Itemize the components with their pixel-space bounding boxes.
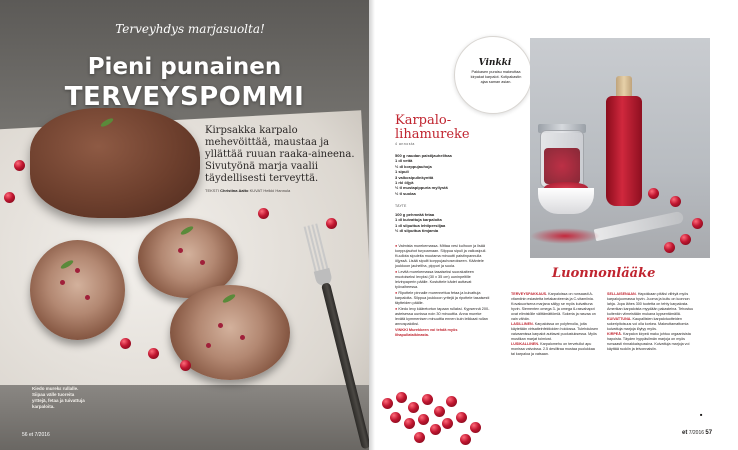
cranberry <box>670 196 681 207</box>
ingredient: ½ tl mustapippuria myllystä <box>395 185 448 191</box>
cranberry-products-photo <box>530 38 710 258</box>
recipe-servings: 4 annosta <box>395 142 415 146</box>
ingredient: 1 dl silputtua lehtipersiljaa <box>395 222 446 228</box>
cranberry <box>692 218 703 229</box>
ingredient-list <box>395 153 487 196</box>
cranberry-pile <box>372 378 492 450</box>
ingredient: 1 rkl öljyä <box>395 180 414 186</box>
sidebar-paragraph: KIRPEÄ. Karpalon kirpeä maku johtuu orgaanisista hapoista. Täyden hyppäsilmän marjoja on myös runsaasti rinnakkaispussina. Kuivattuja marjoja voi käyttää ruokiin ja leivonnaisiin. <box>607 332 691 351</box>
powder-dish <box>538 188 594 214</box>
cranberry <box>148 348 159 359</box>
juice-bottle <box>606 96 642 206</box>
sidebar-paragraph: SELLAISENAAN. Hapokkaan pitäisi viihtyä myös karpalojuomassa hyvin. Juoma ja kuitu on luonnon lahja. Jopa lähes 300 tuotetta on tehty karpalosta. Amerikan karpaloista myydään pakasteina. Tehostuu kuitenkin viimeistään mukana kypsentämällä. <box>607 292 694 316</box>
lead-paragraph: Kirpsakka karpalo mehevöittää, maustaa ja yllättää ruuan raaka-aineena. Sivutyönä marja vaalii täydellisesti terveyttä. <box>205 125 355 184</box>
headline-line1: Pieni punainen <box>87 54 282 80</box>
sidebar-paragraph: TERVEYSPAKKAUS. Karpaloissa on runsaasti A-vitamiinin esiastetta betakaroteenia ja C-vitamiinia. Kovakuorisena marjana säilyy se myös kuivattuna hyvin. Siementen omega 3- ja omega 6-rasvahapot ovat elimistölle välttämättömiä. Sokeria ja rasvaa on vain vähän. <box>511 292 596 321</box>
cranberry <box>258 208 269 219</box>
filling-label: TÄYTE <box>395 204 407 208</box>
ingredient: ½ dl korppujauhoja <box>395 163 432 169</box>
cranberry <box>14 160 25 171</box>
headline-line2: TERVEYSPOMMI <box>64 82 305 112</box>
photo-caption: Kiedo murekε rullalle. Siipaa välle tuoreita yrttejä, fetaa ja tuivattuja karpaloita. <box>32 386 85 409</box>
ingredient: 1 dl kuivattuja karpaloita <box>395 217 442 223</box>
recipe-step: ● Valmista murekemassa. Mittaa vesi kulhoon ja lisää korppujauhot turpoamaan. Silppua sipuli ja valkosipuli. Kuullota sipuleita muutama minuutti paistinpannulla öljyssä. Lisää sipulit korppujauhoseokseen. Kääntele joukkoon jauheliha, pippuri ja suola. <box>395 244 487 268</box>
cranberry <box>180 360 191 371</box>
tip-title: Vinkki <box>478 58 512 68</box>
meatloaf-roll <box>30 108 200 218</box>
ingredient: 100 g pehmeää fetaa <box>395 212 435 217</box>
ingredient: ½ dl silputtua timjamia <box>395 228 439 234</box>
recipe-step: ● Ripottele pinnalle murennettua fetaa ja kuivattuja karpaloita. Silppua joukkoon yrttejä ja ripottele tasaisesti täytteiden päälle. <box>395 291 490 305</box>
powder-spill <box>530 228 600 244</box>
ingredient: 1 dl vettä <box>395 158 413 164</box>
filling-list <box>395 212 487 234</box>
recipe-step: ● Kiedo levy kääretortun tapaan rullaksi. Kypsennä 200-asteisessa uunissa noin 30 minuuttia. Anna mureke levätä kymmenisen minuuttia ennen kuin leikkaat rullan annospaloiksi. <box>395 307 490 326</box>
sidebar-title: Luonnonlääke <box>552 266 656 281</box>
cranberry <box>648 188 659 199</box>
ingredient: 1 sipuli <box>395 169 409 175</box>
spoon <box>594 211 685 241</box>
recipe-step: ● Levitä murekemassa tasaiseksi suorakaiteen muotoiseksi levyksi (30 x 35 cm) uuninpeltille leivinpaperin päälle. Kostuttele kädet auttavat työvaiheessa. <box>395 270 474 289</box>
recipe-step: VINKKI Murekkeen voi tehdä myös lihapullataikinasta. <box>395 328 458 337</box>
recipe-title: Karpalo-lihamureke <box>395 113 470 142</box>
sidebar-paragraph: LASILLINEN. Karpaloissa on polyfenolia, joita käytetään virtsatieinfektioiden hoidossa. Tulehduksen vaivaamissa karpalot auttavat puolustuksessa. Myös mustikan marjat toimivat. <box>511 322 599 341</box>
cranberry <box>664 242 675 253</box>
article-kicker: Terveyhdys marjasuolta! <box>115 22 265 36</box>
sidebar-column-2 <box>607 292 695 352</box>
end-mark: ■ <box>700 412 703 417</box>
sidebar-paragraph: KUIVATTUNA. Kaupallisten karpalotuotteiden sokeripitoisuus voi olla korkea. Makeuttamattomia kuivattuja marjoja löytyy myös. <box>607 317 689 331</box>
ingredient: ½ tl suolaa <box>395 190 416 196</box>
cranberry <box>120 338 131 349</box>
meatloaf-slice <box>30 240 125 340</box>
page-folio-left: 56 et 7/2016 <box>22 432 50 438</box>
ingredient: 500 g naudan paistijauhelihaa <box>395 153 452 158</box>
cranberry <box>680 234 691 245</box>
sidebar-column-1 <box>511 292 599 357</box>
jar-berries <box>544 148 580 184</box>
ingredient: 3 valkosipulinkynttä <box>395 174 434 180</box>
byline: TEKSTI Christina Aalto KUVAT Heikki Hannula <box>205 188 291 193</box>
tip-text: Pakkasen puraisu makeuttaa kirpakat karpalot. Kotipakastin ajaa saman asian. <box>470 70 522 84</box>
page-folio-right: et 7/2016 57 <box>682 430 713 436</box>
cranberry <box>4 192 15 203</box>
recipe-steps <box>395 244 491 339</box>
sidebar-paragraph: LUSIKALLINEN. Karpalomehu on tervetullut apu monissa vaivoissa. 2.5 desilitraa mustaa puolukkaa tai karpaloa ja vatsaan. <box>511 342 595 356</box>
